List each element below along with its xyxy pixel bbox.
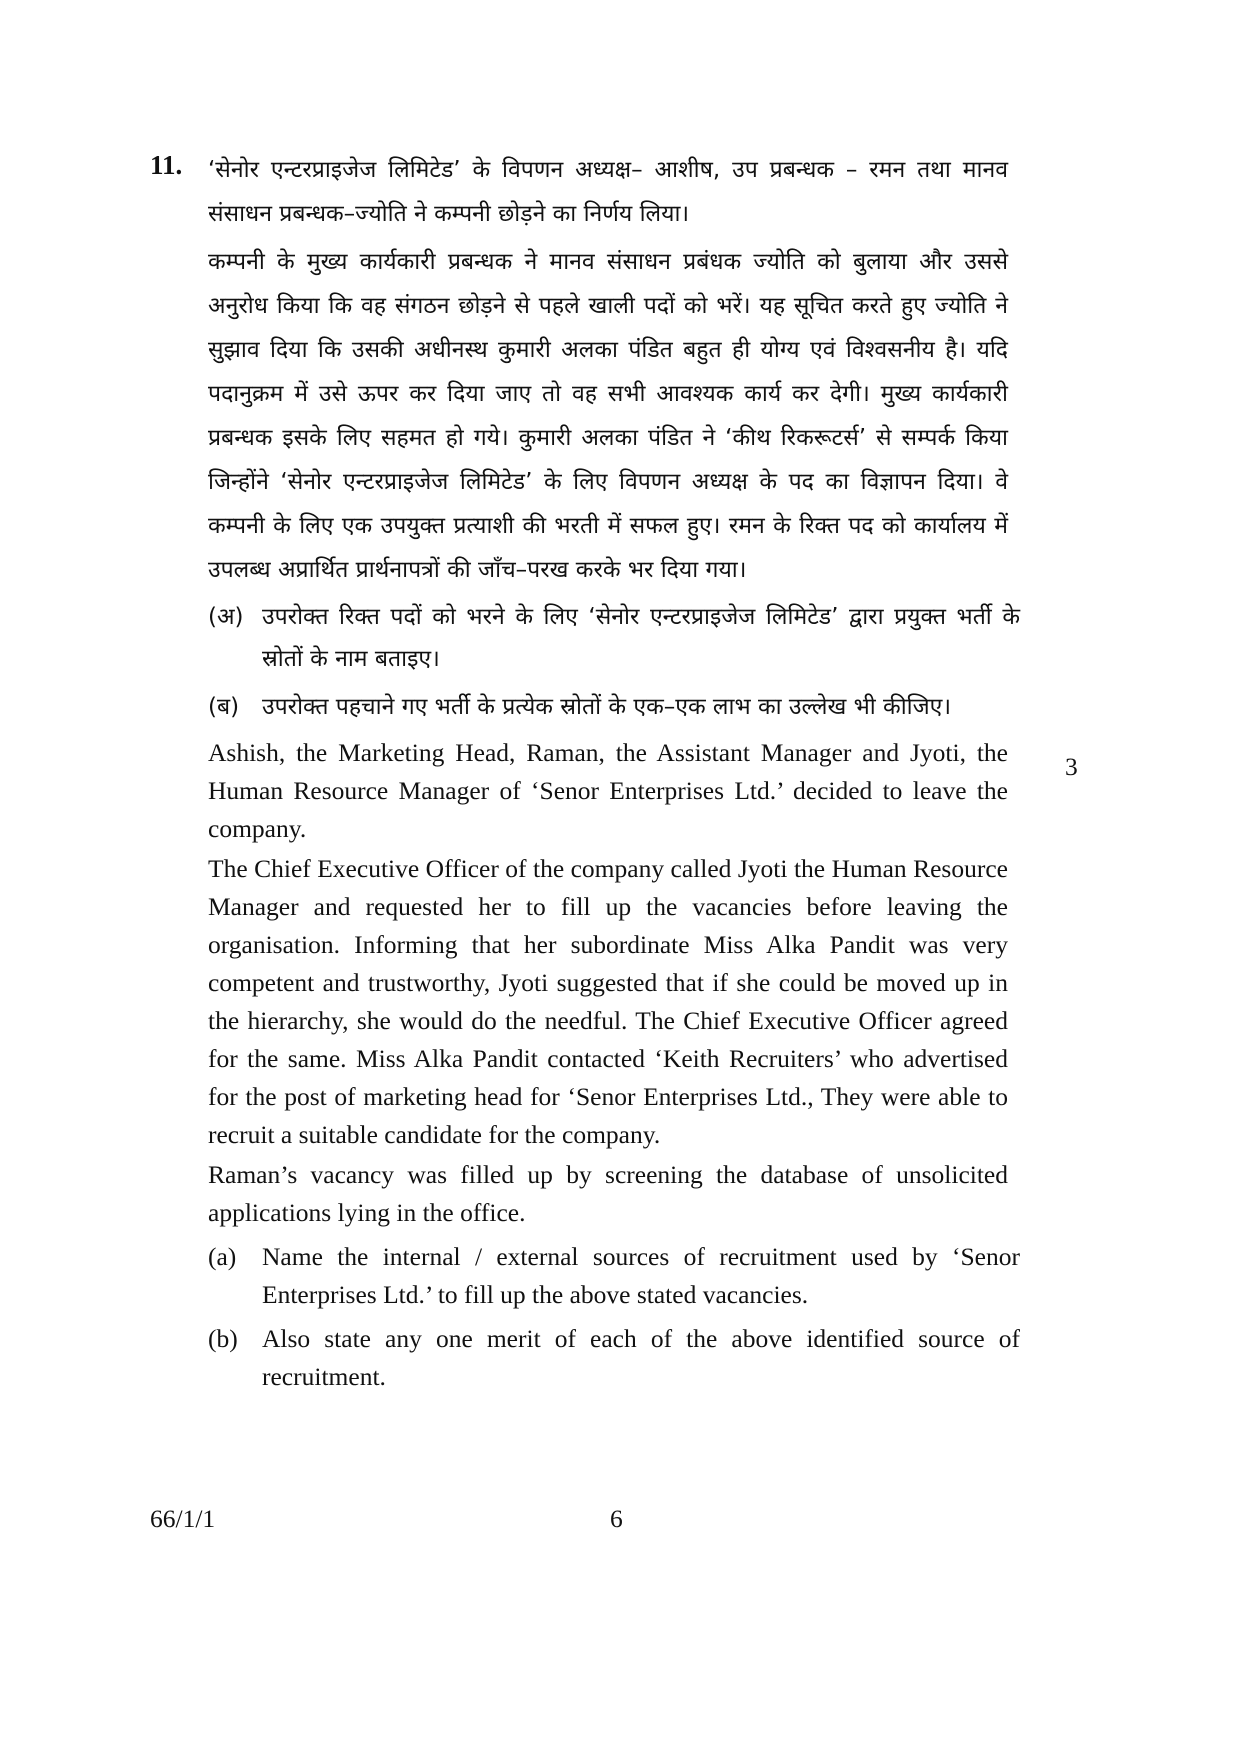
hindi-part-b: [208, 686, 1020, 728]
english-closing: Raman’s vacancy was filled up by screening the database of unsolicited applications lying in the office.: [208, 1160, 1008, 1227]
english-part-b-label: (b): [208, 1324, 238, 1353]
english-part-a-label: (a): [208, 1242, 237, 1271]
hindi-part-b-text: उपरोक्त पहचाने गए भर्ती के प्रत्येक स्रोतों के एक–एक लाभ का उल्लेख भी कीजिए।: [262, 694, 952, 720]
paper-code: 66/1/1: [150, 1504, 216, 1533]
question-content: [208, 148, 1020, 1396]
hindi-part-a: [208, 596, 1020, 680]
hindi-body: कम्पनी के मुख्य कार्यकारी प्रबन्धक ने मानव संसाधन प्रबंधक ज्योति को बुलाया और उससे अनुरोध किया कि वह संगठन छोड़ने से पहले खाली पदों को भरें। यह सूचित करते हुए ज्योति ने सुझाव दिया कि उसकी अधीनस्थ कुमारी अलका पंडित बहुत ही योग्य एवं विश्वसनीय है। यदि पदानुक्रम में उसे ऊपर कर दिया जाए तो वह सभी आवश्यक कार्य कर देगी। मुख्य कार्यकारी प्रबन्धक इसके लिए सहमत हो गये। कुमारी अलका पंडित ने ‘कीथ रिकरूटर्स’ से सम्पर्क किया जिन्होंने ‘सेनोर एन्टरप्राइजेज लिमिटेड’ के लिए विपणन अध्यक्ष के पद का विज्ञापन दिया। वे कम्पनी के लिए एक उपयुक्त प्रत्याशी की भरती में सफल हुए। रमन के रिक्त पद को कार्यालय में उपलब्ध अप्रार्थित प्रार्थनापत्रों की जाँच–परख करके भर दिया गया।: [208, 249, 1008, 583]
hindi-part-a-label: (अ): [208, 604, 244, 630]
page-number: 6: [610, 1504, 623, 1533]
hindi-part-b-label: (ब): [208, 694, 240, 720]
english-intro: Ashish, the Marketing Head, Raman, the Assistant Manager and Jyoti, the Human Resource Manager of ‘Senor Enterprises Ltd.’ decided to leave the company.: [208, 738, 1008, 843]
question-marks: 3: [1065, 752, 1078, 781]
english-body: The Chief Executive Officer of the company called Jyoti the Human Resource Manager and requested her to fill up the vacancies before leaving the organisation. Informing that her subordinate Miss Alka Pandit was very competent and trustworthy, Jyoti suggested that if she could be moved up in the hierarchy, she would do the needful. The Chief Executive Officer agreed for the same. Miss Alka Pandit contacted ‘Keith Recruiters’ who advertised for the post of marketing head for ‘Senor Enterprises Ltd., They were able to recruit a suitable candidate for the company.: [208, 854, 1008, 1149]
hindi-part-a-text: उपरोक्त रिक्त पदों को भरने के लिए ‘सेनोर एन्टरप्राइजेज लिमिटेड’ द्वारा प्रयुक्त भर्ती के स्रोतों के नाम बताइए।: [262, 604, 1020, 672]
english-part-a-text: Name the internal / external sources of recruitment used by ‘Senor Enterprises Ltd.’ to fill up the above stated vacancies.: [262, 1242, 1020, 1309]
english-part-b-text: Also state any one merit of each of the above identified source of recruitment.: [262, 1324, 1020, 1391]
english-part-b: [208, 1320, 1020, 1396]
english-part-a: [208, 1238, 1020, 1314]
question-number: 11.: [150, 150, 183, 180]
hindi-intro: ‘सेनोर एन्टरप्राइजेज लिमिटेड’ के विपणन अध्यक्ष– आशीष, उप प्रबन्धक – रमन तथा मानव संसाधन प्रबन्धक–ज्योति ने कम्पनी छोड़ने का निर्णय लिया।: [208, 157, 1008, 227]
